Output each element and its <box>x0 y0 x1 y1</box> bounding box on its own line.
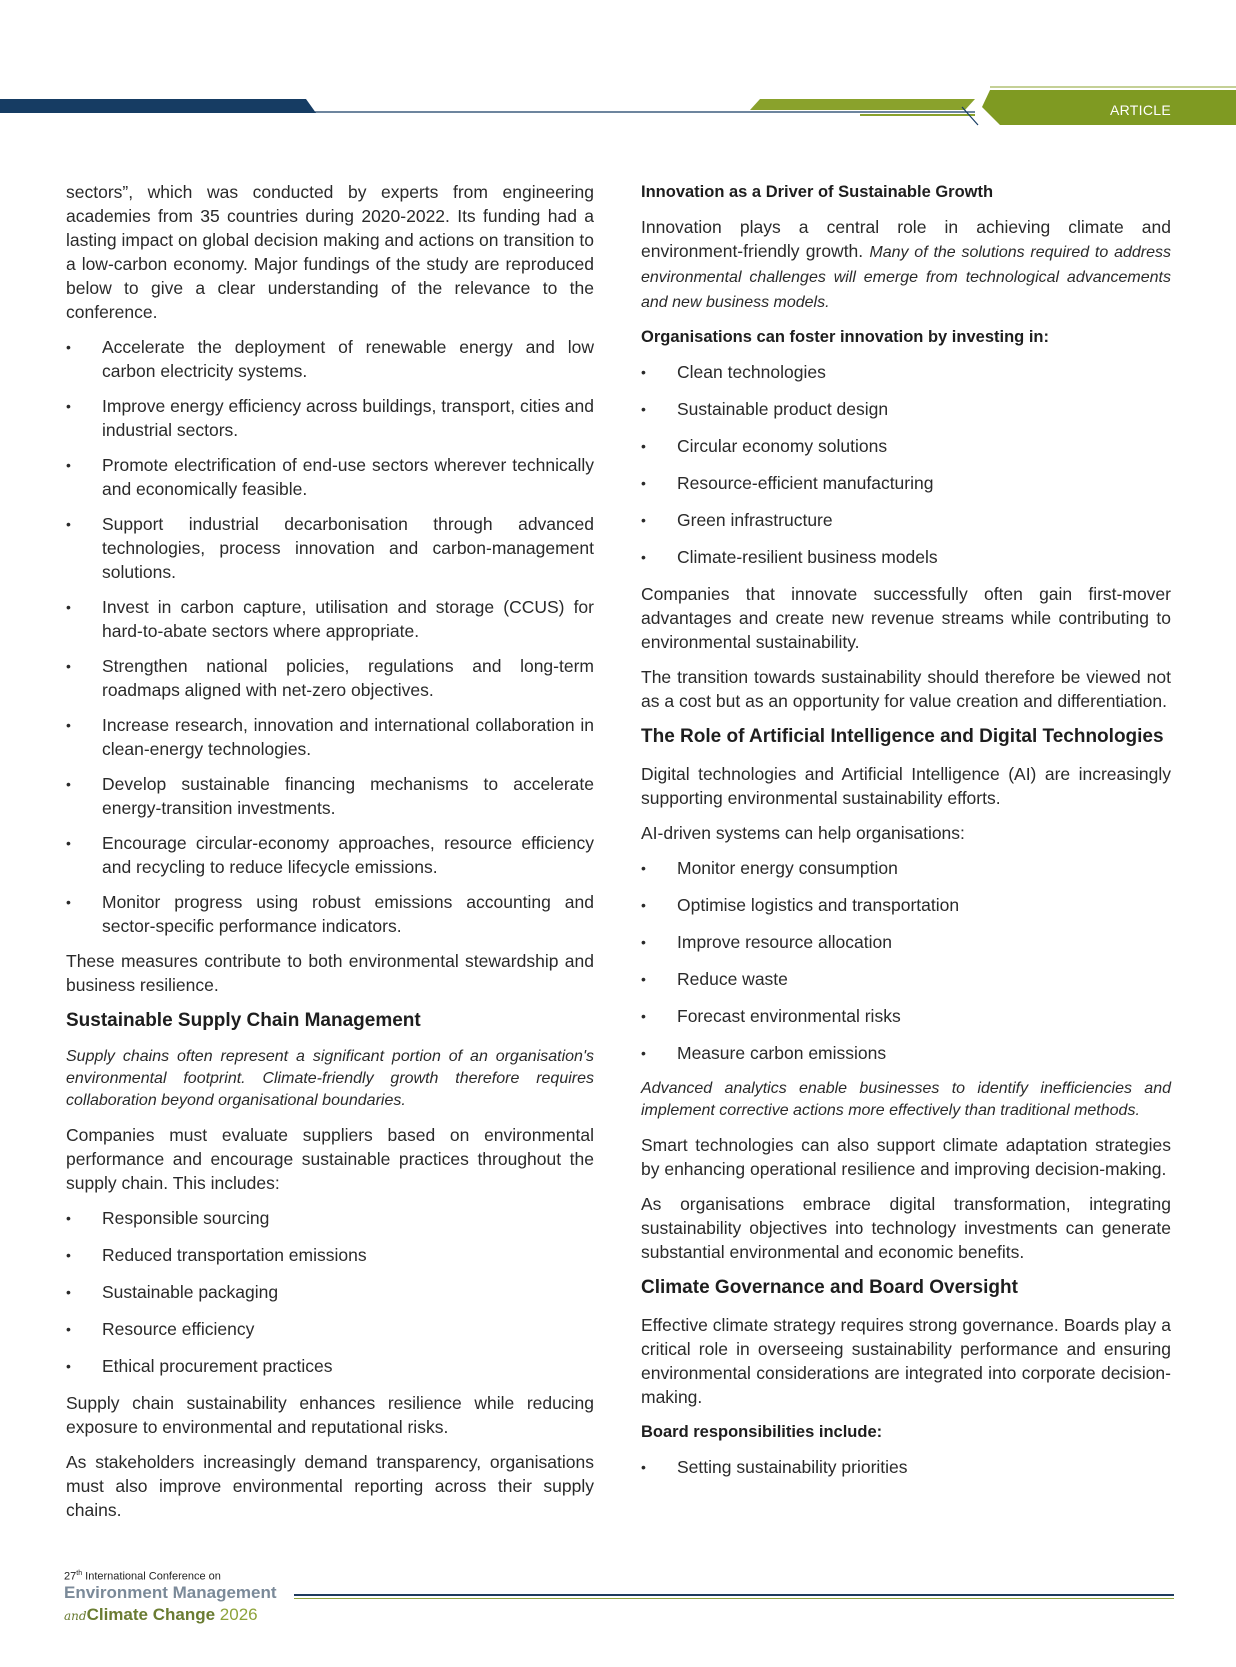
ai-list <box>641 856 1171 1065</box>
list-item: • Reduce waste <box>641 969 788 989</box>
ai-paragraph: Digital technologies and Artificial Intelligence (AI) are increasingly supporting environmental sustainability efforts. <box>641 764 1171 808</box>
list-item: • Increase research, innovation and international collaboration in clean-energy technologies. <box>66 715 594 759</box>
list-item: • Sustainable product design <box>641 399 889 419</box>
list-item: • Responsible sourcing <box>66 1208 270 1228</box>
list-item: • Promote electrification of end-use sectors wherever technically and economically feasible. <box>66 455 594 499</box>
list-item: • Accelerate the deployment of renewable energy and low carbon electricity systems. <box>66 337 594 381</box>
list-item: • Improve energy efficiency across buildings, transport, cities and industrial sectors. <box>66 396 594 440</box>
list-item: • Improve resource allocation <box>641 932 892 952</box>
innovation-paragraph-2: Companies that innovate successfully often gain first-mover advantages and create new revenue streams while contributing to environmental sustainability. <box>641 584 1171 652</box>
supply-chain-list <box>66 1206 594 1378</box>
innovation-paragraph: Innovation plays a central role in achieving climate and environment-friendly growth. Many of the solutions required to address environmental challenges will emerge from technological advancements and new business models. <box>641 217 1171 311</box>
supply-chain-paragraph: Companies must evaluate suppliers based on environmental performance and encourage sustainable practices throughout the supply chain. This includes: <box>66 1125 594 1193</box>
list-item: • Monitor progress using robust emissions accounting and sector-specific performance indicators. <box>66 892 594 936</box>
innovation-paragraph-3: The transition towards sustainability should therefore be viewed not as a cost but as an opportunity for value creation and differentiation. <box>641 667 1171 711</box>
list-item: • Forecast environmental risks <box>641 1006 901 1026</box>
section-label: ARTICLE <box>1110 102 1171 118</box>
board-heading: Board responsibilities include: <box>641 1423 883 1441</box>
conference-subtitle: andClimate Change 2026 <box>64 1605 258 1624</box>
ai-paragraph-4: As organisations embrace digital transformation, integrating sustainability objectives into technology investments can generate substantial environmental and economic benefits. <box>641 1194 1171 1262</box>
measures-paragraph: These measures contribute to both environmental stewardship and business resilience. <box>66 951 594 995</box>
list-item: • Support industrial decarbonisation through advanced technologies, process innovation and carbon-management solutions. <box>66 514 594 582</box>
supply-chain-paragraph-2: Supply chain sustainability enhances resilience while reducing exposure to environmental and reputational risks. <box>66 1393 594 1437</box>
list-item: • Develop sustainable financing mechanisms to accelerate energy-transition investments. <box>66 774 594 818</box>
list-item: • Strengthen national policies, regulations and long-term roadmaps aligned with net-zero objectives. <box>66 656 594 700</box>
ai-paragraph-3: Smart technologies can also support climate adaptation strategies by enhancing operational resilience and improving decision-making. <box>641 1135 1171 1179</box>
list-item: • Ethical procurement practices <box>66 1356 333 1376</box>
page-footer <box>64 1570 1174 1630</box>
invest-heading: Organisations can foster innovation by investing in: <box>641 328 1049 346</box>
list-item: • Sustainable packaging <box>66 1282 279 1302</box>
list-item: • Resource efficiency <box>66 1319 255 1339</box>
list-item: • Resource-efficient manufacturing <box>641 473 934 493</box>
list-item: • Circular economy solutions <box>641 436 888 456</box>
list-item: • Green infrastructure <box>641 510 833 530</box>
left-column <box>66 180 594 1533</box>
governance-heading: Climate Governance and Board Oversight <box>641 1277 1018 1298</box>
ai-italic: Advanced analytics enable businesses to identify inefficiencies and implement corrective actions more effectively than traditional methods. <box>641 1080 1171 1119</box>
list-item: • Setting sustainability priorities <box>641 1457 908 1477</box>
page-header <box>0 85 1236 135</box>
list-item: • Optimise logistics and transportation <box>641 895 960 915</box>
header-banner-graphic <box>0 85 1236 135</box>
list-item: • Monitor energy consumption <box>641 858 898 878</box>
list-item: • Clean technologies <box>641 362 826 382</box>
supply-chain-italic: Supply chains often represent a significant portion of an organisation's environmental footprint. Climate-friendly growth therefore requires collaboration beyond organisational boundaries. <box>66 1048 594 1109</box>
board-list <box>641 1455 1171 1479</box>
footer-rule <box>294 1594 1174 1596</box>
right-column <box>641 180 1171 1492</box>
intro-paragraph: sectors”, which was conducted by experts from engineering academies from 35 countries during 2020-2022. Its funding had a lasting impact on global decision making and actions on transition to a low-carbon economy. Major fundings of the study are reproduced below to give a clear understanding of the relevance to the conference. <box>66 182 594 322</box>
ai-heading: The Role of Artificial Intelligence and Digital Technologies <box>641 726 1164 747</box>
footer-rule-accent <box>294 1598 1174 1599</box>
list-item: • Reduced transportation emissions <box>66 1245 367 1265</box>
innovation-heading: Innovation as a Driver of Sustainable Growth <box>641 183 994 201</box>
list-item: • Climate-resilient business models <box>641 547 938 567</box>
list-item: • Invest in carbon capture, utilisation and storage (CCUS) for hard-to-abate sectors where appropriate. <box>66 597 594 641</box>
supply-chain-paragraph-3: As stakeholders increasingly demand transparency, organisations must also improve environmental reporting across their supply chains. <box>66 1452 594 1520</box>
governance-paragraph: Effective climate strategy requires strong governance. Boards play a critical role in overseeing sustainability performance and ensuring environmental considerations are integrated into corporate decision-making. <box>641 1315 1171 1407</box>
invest-list <box>641 360 1171 569</box>
supply-chain-heading: Sustainable Supply Chain Management <box>66 1010 421 1031</box>
conference-ordinal: 27th International Conference on <box>64 1570 221 1583</box>
conference-title: Environment Management <box>64 1583 277 1602</box>
ai-paragraph-2: AI-driven systems can help organisations: <box>641 823 965 843</box>
list-item: • Measure carbon emissions <box>641 1043 887 1063</box>
list-item: • Encourage circular-economy approaches, resource efficiency and recycling to reduce lifecycle emissions. <box>66 833 594 877</box>
findings-list <box>66 335 594 938</box>
